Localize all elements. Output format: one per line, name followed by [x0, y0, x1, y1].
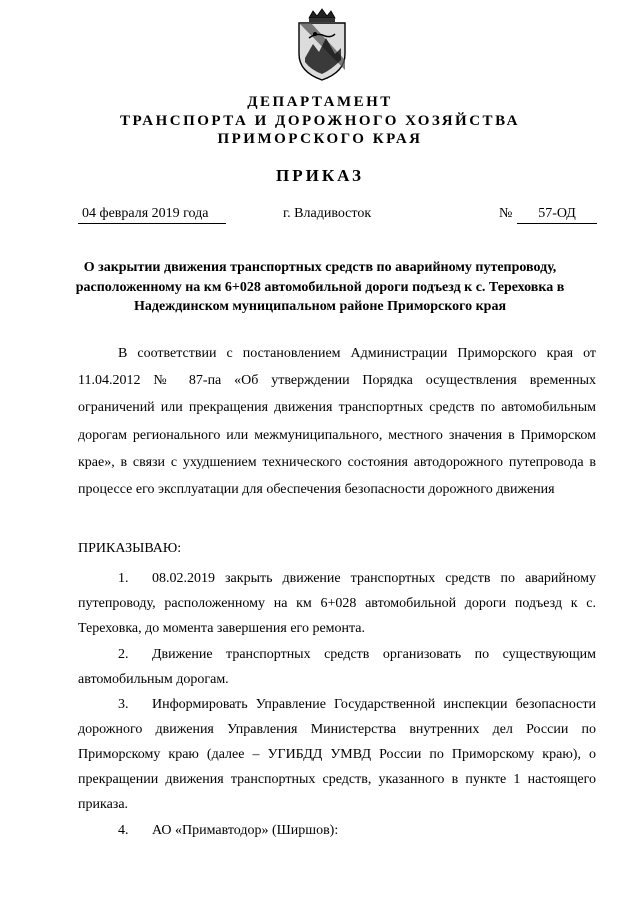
- document-city: г. Владивосток: [283, 206, 372, 221]
- document-date: 04 февраля 2019 года: [78, 205, 226, 224]
- order-item: [78, 566, 596, 641]
- department-name-line2: ТРАНСПОРТА И ДОРОЖНОГО ХОЗЯЙСТВА: [120, 113, 520, 129]
- intro-paragraph: В соответствии с постановлением Администрации Приморского края от 11.04.2012 № 87-па «Об утверждении Порядка осуществления временных ограничений или прекращения движения транспортных средств по автомобильным дорогам регионального или межмуниципального, местного значения в Приморском крае», в связи с ухудшением технического состояния автодорожного путепровода в процессе его эксплуатации для обеспечения безопасности дорожного движения: [78, 346, 596, 498]
- department-name-line3: ПРИМОРСКОГО КРАЯ: [217, 131, 423, 147]
- order-item-number: 1.: [118, 571, 129, 586]
- document-type-title: ПРИКАЗ: [276, 166, 364, 185]
- order-item-text: 08.02.2019 закрыть движение транспортных средств по аварийному путепроводу, расположенному на км 6+028 автомобильной дороги подъезд к с. Тереховка, до момента завершения его ремонта.: [78, 571, 596, 636]
- order-item-number: 3.: [118, 697, 129, 712]
- document-subject: О закрытии движения транспортных средств по аварийному путепроводу, расположенному на км 6+028 автомобильной дороги подъезд к с. Тереховка в Надеждинском муниципальном районе Приморского края: [75, 260, 565, 315]
- order-item-number: 2.: [118, 647, 129, 662]
- order-word: ПРИКАЗЫВАЮ:: [78, 541, 182, 556]
- order-item: [78, 818, 596, 843]
- order-item-text: Информировать Управление Государственной инспекции безопасности дорожного движения Управления Министерства внутренних дел России по Приморскому краю (далее – УГИБДД УМВД России по Приморскому краю), о прекращении движения транспортных средств, указанного в пункте 1 настоящего приказа.: [78, 697, 596, 812]
- coat-of-arms-emblem: [291, 8, 353, 84]
- order-item: [78, 642, 596, 692]
- order-item-text: Движение транспортных средств организовать по существующим автомобильным дорогам.: [78, 647, 596, 687]
- number-sign: №: [499, 206, 513, 221]
- department-name-line1: ДЕПАРТАМЕНТ: [247, 94, 393, 110]
- document-number: 57-ОД: [517, 205, 597, 224]
- order-item: [78, 692, 596, 817]
- order-item-text: АО «Примавтодор» (Ширшов):: [152, 823, 339, 838]
- order-item-number: 4.: [118, 823, 129, 838]
